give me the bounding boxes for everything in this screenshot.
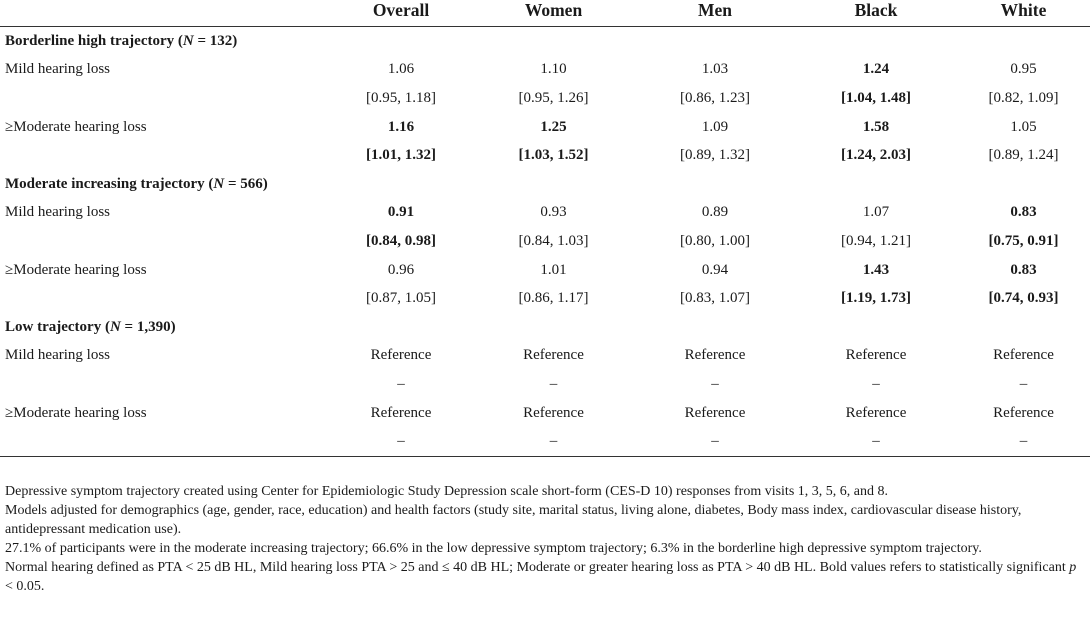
- ci-cell: [1.04, 1.48]: [841, 89, 911, 106]
- table-footnotes: [5, 482, 1087, 596]
- section-row: [0, 27, 1090, 56]
- ci-cell: [0.80, 1.00]: [680, 232, 750, 249]
- ci-cell: –: [472, 427, 635, 456]
- column-header-women: Women: [472, 0, 635, 27]
- estimate-cell: Reference: [684, 404, 746, 421]
- estimate-cell: Reference: [845, 404, 907, 421]
- row-label: Mild hearing loss: [5, 347, 110, 364]
- section-title: Low trajectory (N = 1,390): [5, 318, 176, 335]
- table-row: [0, 84, 1090, 113]
- estimate-cell: 1.03: [701, 61, 729, 78]
- ci-cell: –: [1019, 375, 1028, 392]
- footnote: Models adjusted for demographics (age, gender, race, education) and health factors (study site, marital status, living alone, diabetes, Body mass index, cardiovascular disease history, antidepressant medication use).: [5, 503, 1022, 537]
- column-header-black: Black: [795, 0, 957, 27]
- estimate-cell: 0.83: [1010, 261, 1037, 278]
- estimate-cell: 1.16: [387, 118, 415, 135]
- estimate-cell: Reference: [684, 347, 746, 364]
- estimate-cell: Reference: [993, 347, 1054, 364]
- estimate-cell: 1.43: [862, 261, 890, 278]
- row-label: ≥Moderate hearing loss: [5, 118, 147, 135]
- table-header-row: [0, 0, 1090, 27]
- table-row: [0, 399, 1090, 428]
- table-row: [0, 56, 1090, 85]
- table-row: [0, 342, 1090, 371]
- column-header-white: White: [957, 0, 1090, 27]
- ci-cell: [0.87, 1.05]: [366, 290, 436, 307]
- estimate-cell: 1.09: [701, 118, 729, 135]
- estimate-cell: 0.96: [387, 261, 415, 278]
- footnote: 27.1% of participants were in the moderate increasing trajectory; 66.6% in the low depressive symptom trajectory; 6.3% in the borderline high depressive symptom trajectory.: [5, 541, 982, 556]
- ci-cell: [0.84, 0.98]: [366, 232, 436, 249]
- ci-cell: [0.86, 1.17]: [518, 290, 589, 307]
- ci-cell: [0.84, 1.03]: [518, 232, 589, 249]
- table-row: [0, 370, 1090, 399]
- column-header-overall: Overall: [330, 0, 472, 27]
- table-row: [0, 427, 1090, 456]
- ci-cell: [0.83, 1.07]: [680, 290, 750, 307]
- section-title: Moderate increasing trajectory (N = 566): [5, 175, 268, 192]
- table-row: [0, 199, 1090, 228]
- table-row: [0, 227, 1090, 256]
- estimate-cell: 1.58: [862, 118, 890, 135]
- estimate-cell: 1.01: [540, 261, 567, 278]
- estimate-cell: Reference: [845, 347, 907, 364]
- ci-cell: [0.94, 1.21]: [841, 232, 911, 249]
- section-row: [0, 170, 1090, 199]
- row-label: Mild hearing loss: [5, 61, 110, 78]
- estimate-cell: 1.25: [540, 118, 567, 135]
- ci-cell: [0.89, 1.24]: [988, 147, 1059, 164]
- table-body: [0, 27, 1090, 457]
- ci-cell: –: [957, 427, 1090, 456]
- table-row: [0, 141, 1090, 170]
- column-header-men: Men: [635, 0, 795, 27]
- estimate-cell: 0.83: [1010, 204, 1037, 221]
- estimate-cell: Reference: [370, 404, 432, 421]
- ci-cell: –: [635, 427, 795, 456]
- ci-cell: [0.82, 1.09]: [988, 89, 1059, 106]
- estimate-cell: 1.06: [387, 61, 415, 78]
- estimate-cell: 1.24: [862, 61, 890, 78]
- ci-cell: –: [711, 375, 719, 392]
- estimate-cell: 1.05: [1010, 118, 1037, 135]
- footnote: Depressive symptom trajectory created using Center for Epidemiologic Study Depression scale short-form (CES-D 10) responses from visits 1, 3, 5, 6, and 8.: [5, 484, 888, 499]
- table-row: [0, 256, 1090, 285]
- table-row: [0, 113, 1090, 142]
- ci-cell: [0.74, 0.93]: [988, 290, 1059, 307]
- estimate-cell: 1.07: [862, 204, 890, 221]
- ci-cell: –: [330, 427, 472, 456]
- row-label: ≥Moderate hearing loss: [5, 261, 147, 278]
- row-label: Mild hearing loss: [5, 204, 110, 221]
- ci-cell: [1.03, 1.52]: [518, 147, 589, 164]
- estimate-cell: 0.91: [387, 204, 415, 221]
- section-row: [0, 313, 1090, 342]
- ci-cell: [1.01, 1.32]: [366, 147, 436, 164]
- ci-cell: –: [795, 427, 957, 456]
- ci-cell: –: [549, 375, 558, 392]
- row-label: ≥Moderate hearing loss: [5, 404, 147, 421]
- column-header: [0, 0, 330, 27]
- footnote: Normal hearing defined as PTA < 25 dB HL, Mild hearing loss PTA > 25 and ≤ 40 dB HL; Moderate or greater hearing loss as PTA > 40 dB HL. Bold values refers to statistically significant p < 0.05.: [5, 560, 1077, 594]
- ci-cell: [0.86, 1.23]: [680, 89, 750, 106]
- estimate-cell: 0.93: [540, 204, 567, 221]
- estimate-cell: 0.94: [701, 261, 729, 278]
- ci-cell: [0.75, 0.91]: [988, 232, 1059, 249]
- ci-cell: [1.19, 1.73]: [841, 290, 911, 307]
- estimate-cell: Reference: [370, 347, 432, 364]
- estimate-cell: 1.10: [540, 61, 567, 78]
- estimate-cell: Reference: [523, 404, 584, 421]
- table-row: [0, 284, 1090, 313]
- ci-cell: –: [872, 375, 880, 392]
- section-title: Borderline high trajectory (N = 132): [5, 32, 238, 49]
- estimate-cell: Reference: [523, 347, 584, 364]
- ci-cell: –: [397, 375, 405, 392]
- estimate-cell: 0.95: [1010, 61, 1037, 78]
- estimate-cell: 0.89: [701, 204, 729, 221]
- ci-cell: [0.89, 1.32]: [680, 147, 750, 164]
- estimate-cell: Reference: [993, 404, 1054, 421]
- ci-cell: [1.24, 2.03]: [841, 147, 911, 164]
- ci-cell: [0.95, 1.26]: [518, 89, 589, 106]
- ci-cell: [0.95, 1.18]: [366, 89, 436, 106]
